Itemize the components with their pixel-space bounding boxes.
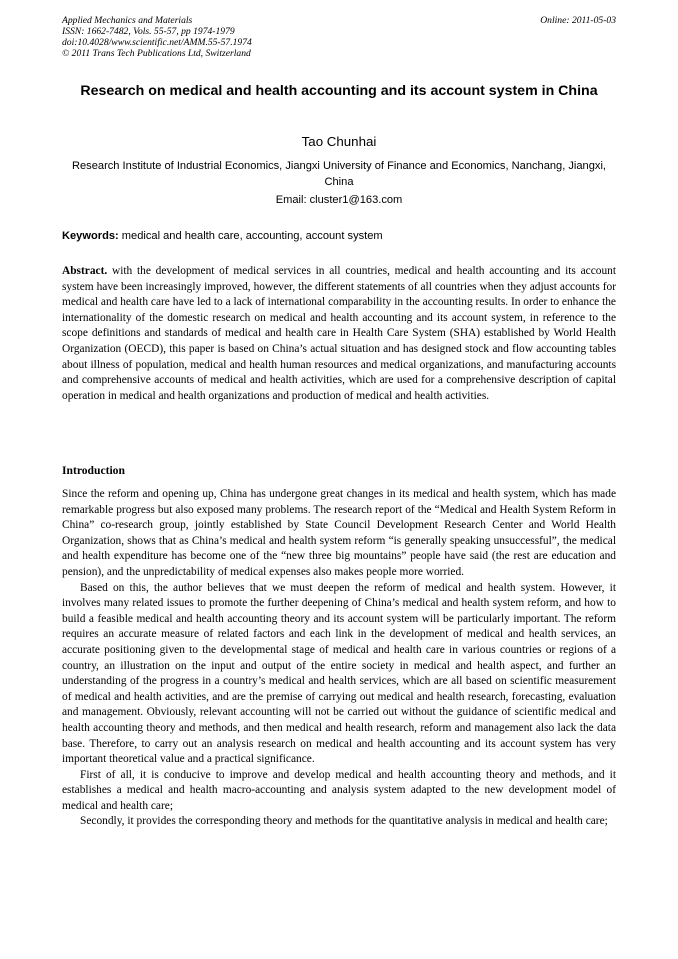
- paragraph: Since the reform and opening up, China has undergone great changes in its medical and health system, which has made remarkable progress but also exposed many problems. The research report of the “Medical and Health System Reform in China” co-research group, jointly established by State Council Development Research Center and World Health Organization, shows that as China’s medical and health system reform “is generally speaking unsuccessful”, the medical and health expenditure has become one of the “new three big mountains” people have said (the rest are education and pension), and the unpredictability of medical expenses also makes people more worried.: [62, 488, 616, 578]
- introduction-body: [62, 487, 616, 830]
- doi-line: doi:10.4028/www.scientific.net/AMM.55-57.1974: [62, 37, 252, 48]
- author-name: Tao Chunhai: [301, 134, 377, 149]
- journal-header: [62, 15, 616, 59]
- copyright-line: © 2011 Trans Tech Publications Ltd, Switzerland: [62, 48, 251, 59]
- keywords-label: Keywords:: [62, 230, 119, 242]
- keywords: [62, 229, 616, 243]
- keywords-text: medical and health care, accounting, account system: [118, 230, 383, 242]
- paragraph: Based on this, the author believes that we must deepen the reform of medical and health system. However, it involves many related issues to promote the further deepening of China’s medical and health system reform, and how to build a feasible medical and health accounting theory and its account system will be particularly important. The reform requires an accurate measure of related factors and each link in the development of medical and health services, an accurate positioning given to the developmental stage of medical and health care in various countries or regions of a country, an illustration on the input and output of the entire society in medical and health aspect, and further an understanding of the progress in a country’s medical and health services, which are all based on scientific measurement of medical and health activities, and are the premise of carrying out medical and health research, forecasting, evaluation and management. Obviously, relevant accounting will not be carried out without the guidance of scientific medical and health accounting theory and methods, and then medical and health research, reform and management also lack the data base. Therefore, to carry out an analysis research on medical and health accounting and its account system has very important theoretical value and a practical significance.: [62, 581, 616, 766]
- paragraph: First of all, it is conducive to improve and develop medical and health accounting theory and methods, and it establishes a medical and health macro-accounting and analysis system adapted to the new development model of medical and health care;: [62, 768, 616, 812]
- abstract-text: with the development of medical services in all countries, medical and health accounting and its account system have been increasingly improved, however, the different statements of all countries when they adjust accounts for medical and health care have led to a lack of international comparability in the accounting results. In order to enhance the internationality of the domestic research on medical and health accounting and its account system, in reference to the scope definitions and standards of medical and health care in Health Care System (SHA) established by World Health Organization (OECD), this paper is based on China’s actual situation and has designed stock and flow accounting tables about illness of population, medical and health human resources and medical organizations, and manufacturing accounts and comprehensive accounts of medical and health activities, which are used for a comprehensive description of capital operation in medical and health organizations and production of medical and health activities.: [62, 265, 616, 402]
- paragraph: Secondly, it provides the corresponding theory and methods for the quantitative analysis in medical and health care;: [80, 815, 608, 828]
- paper-title: Research on medical and health accounting and its account system in China: [80, 83, 598, 99]
- affiliation: Research Institute of Industrial Economics, Jiangxi University of Finance and Economics, Nanchang, Jiangxi, China: [72, 160, 606, 188]
- author-email: Email: cluster1@163.com: [275, 194, 403, 206]
- issn-line: ISSN: 1662-7482, Vols. 55-57, pp 1974-1979: [62, 26, 235, 37]
- abstract-label: Abstract.: [62, 265, 108, 277]
- abstract: [62, 264, 616, 404]
- section-heading-introduction: Introduction: [62, 464, 125, 477]
- journal-name: Applied Mechanics and Materials: [62, 15, 193, 26]
- online-date: Online: 2011-05-03: [540, 15, 616, 26]
